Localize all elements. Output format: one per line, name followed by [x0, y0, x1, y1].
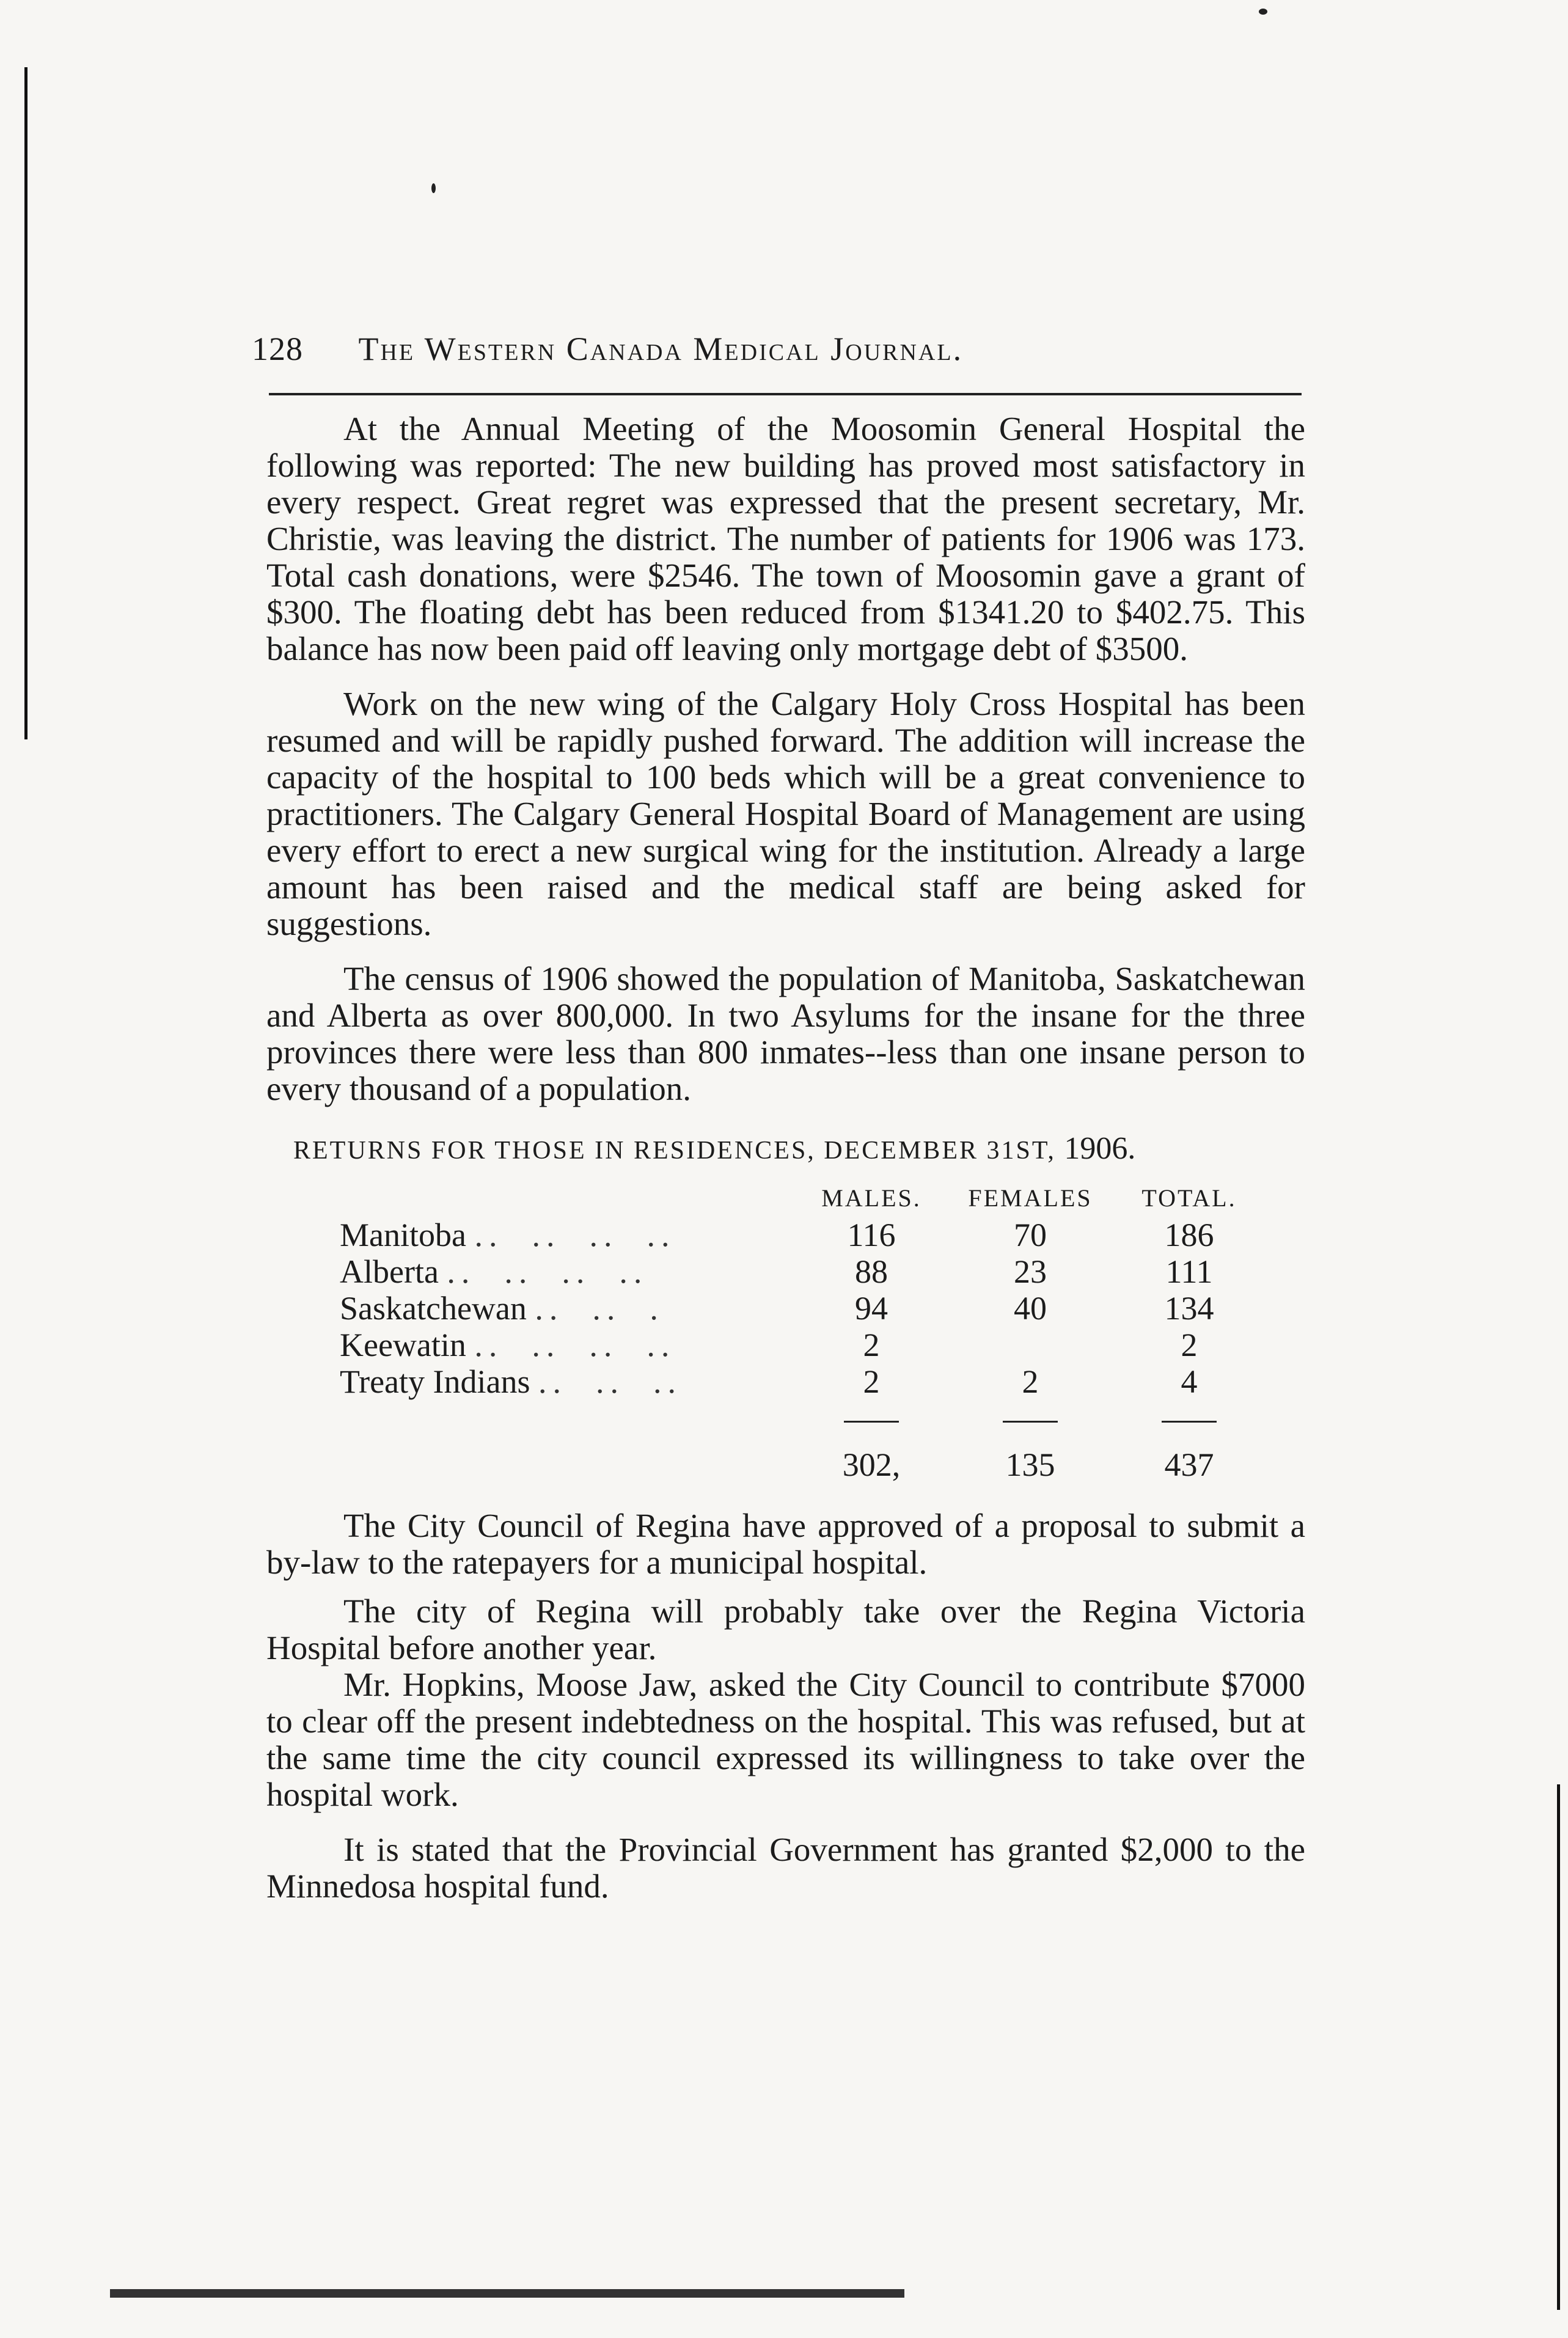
- scan-speck: [431, 183, 436, 193]
- header-males: MALES.: [821, 1184, 921, 1212]
- scan-speck: [1259, 9, 1267, 15]
- page-header: [252, 330, 1303, 368]
- sum-rule-row: [340, 1400, 1269, 1437]
- scan-margin-line-left: [24, 67, 27, 739]
- journal-title: The Western Canada Medical Journal.: [358, 331, 964, 367]
- cell-females: [951, 1327, 1110, 1363]
- cell-males: 2: [863, 1363, 880, 1400]
- cell-males: 116: [847, 1217, 896, 1253]
- cell-total: 2: [1181, 1327, 1198, 1363]
- article-body: [266, 411, 1305, 1905]
- total-females: 135: [1005, 1446, 1055, 1483]
- table-row: [340, 1217, 1269, 1253]
- cell-females: 23: [1014, 1253, 1047, 1290]
- cell-total: 186: [1164, 1217, 1214, 1253]
- cell-females: 2: [1022, 1363, 1039, 1400]
- header-total: TOTAL.: [1141, 1184, 1237, 1212]
- paragraph-minnedosa: It is stated that the Provincial Government has granted $2,000 to the Minnedosa hospital fund.: [266, 1831, 1305, 1905]
- cell-total: 134: [1164, 1290, 1214, 1327]
- paragraph-regina-council: The City Council of Regina have approved of a proposal to submit a by-law to the ratepayers for a municipal hospital.: [266, 1507, 1305, 1581]
- table-title-year: 1906.: [1064, 1131, 1136, 1166]
- table-row: [340, 1327, 1269, 1363]
- header-females: FEMALES: [968, 1184, 1093, 1212]
- scan-margin-line-right: [1557, 1784, 1560, 2310]
- cell-total: 4: [1181, 1363, 1198, 1400]
- scan-bottom-smudge: [110, 2289, 904, 2298]
- paragraph-moosomin: At the Annual Meeting of the Moosomin General Hospital the following was reported: The new building has proved most satisfactory in every respect. Great regret was expressed that the present secretary, Mr. Christie, was leaving the district. The number of patients for 1906 was 173. Total cash donations, were $2546. The town of Moosomin gave a grant of $300. The floating debt has been reduced from $1341.20 to $402.75. This balance has now been paid off leaving only mortgage debt of $3500.: [266, 410, 1305, 667]
- cell-females: 70: [1014, 1217, 1047, 1253]
- leader-dots: .. .. .. ..: [474, 1327, 676, 1363]
- cell-males: 94: [855, 1290, 888, 1327]
- paragraph-moose-jaw: Mr. Hopkins, Moose Jaw, asked the City Council to contribute $7000 to clear off the present indebtedness on the hospital. This was refused, but at the same time the city council expressed its willingness to take over the hospital work.: [266, 1666, 1305, 1813]
- leader-dots: .. .. ..: [538, 1363, 682, 1400]
- cell-males: 88: [855, 1253, 888, 1290]
- total-males: 302,: [842, 1446, 901, 1483]
- table-header-row: [340, 1180, 1269, 1217]
- sum-rule: [1162, 1421, 1217, 1423]
- sum-rule: [844, 1421, 899, 1423]
- header-rule: [269, 393, 1302, 395]
- row-name: Saskatchewan: [340, 1290, 527, 1327]
- row-name: Treaty Indians: [340, 1363, 530, 1400]
- cell-total: 111: [1165, 1253, 1213, 1290]
- totals-row: [340, 1437, 1269, 1483]
- cell-females: 40: [1014, 1290, 1047, 1327]
- returns-table: [340, 1180, 1269, 1483]
- table-row: [340, 1290, 1269, 1327]
- paragraph-regina-victoria: The city of Regina will probably take over the Regina Victoria Hospital before another year.: [266, 1592, 1305, 1666]
- sum-rule: [1003, 1421, 1058, 1423]
- leader-dots: .. .. .: [535, 1290, 664, 1327]
- table-row: [340, 1363, 1269, 1400]
- table-title-text: RETURNS FOR THOSE IN RESIDENCES, DECEMBER 31ST,: [293, 1137, 1056, 1165]
- table-title: [266, 1131, 1305, 1169]
- paragraph-calgary: Work on the new wing of the Calgary Holy Cross Hospital has been resumed and will be rapidly pushed forward. The addition will increase the capacity of the hospital to 100 beds which will be a great convenience to practitioners. The Calgary General Hospital Board of Management are using every effort to erect a new surgical wing for the institution. Already a large amount has been raised and the medical staff are being asked for suggestions.: [266, 685, 1305, 942]
- header-blank: [340, 1180, 792, 1217]
- page-number: 128: [252, 331, 303, 367]
- row-name: Alberta: [340, 1253, 439, 1290]
- row-name: Manitoba: [340, 1217, 466, 1253]
- table-row: [340, 1253, 1269, 1290]
- leader-dots: .. .. .. ..: [447, 1253, 648, 1290]
- paragraph-census: The census of 1906 showed the population of Manitoba, Saskatchewan and Alberta as over 800,000. In two Asylums for the insane for the three provinces there were less than 800 inmates--less than one insane person to every thousand of a population.: [266, 960, 1305, 1107]
- leader-dots: .. .. .. ..: [474, 1217, 676, 1253]
- cell-males: 2: [863, 1327, 880, 1363]
- total-total: 437: [1164, 1446, 1214, 1483]
- row-name: Keewatin: [340, 1327, 466, 1363]
